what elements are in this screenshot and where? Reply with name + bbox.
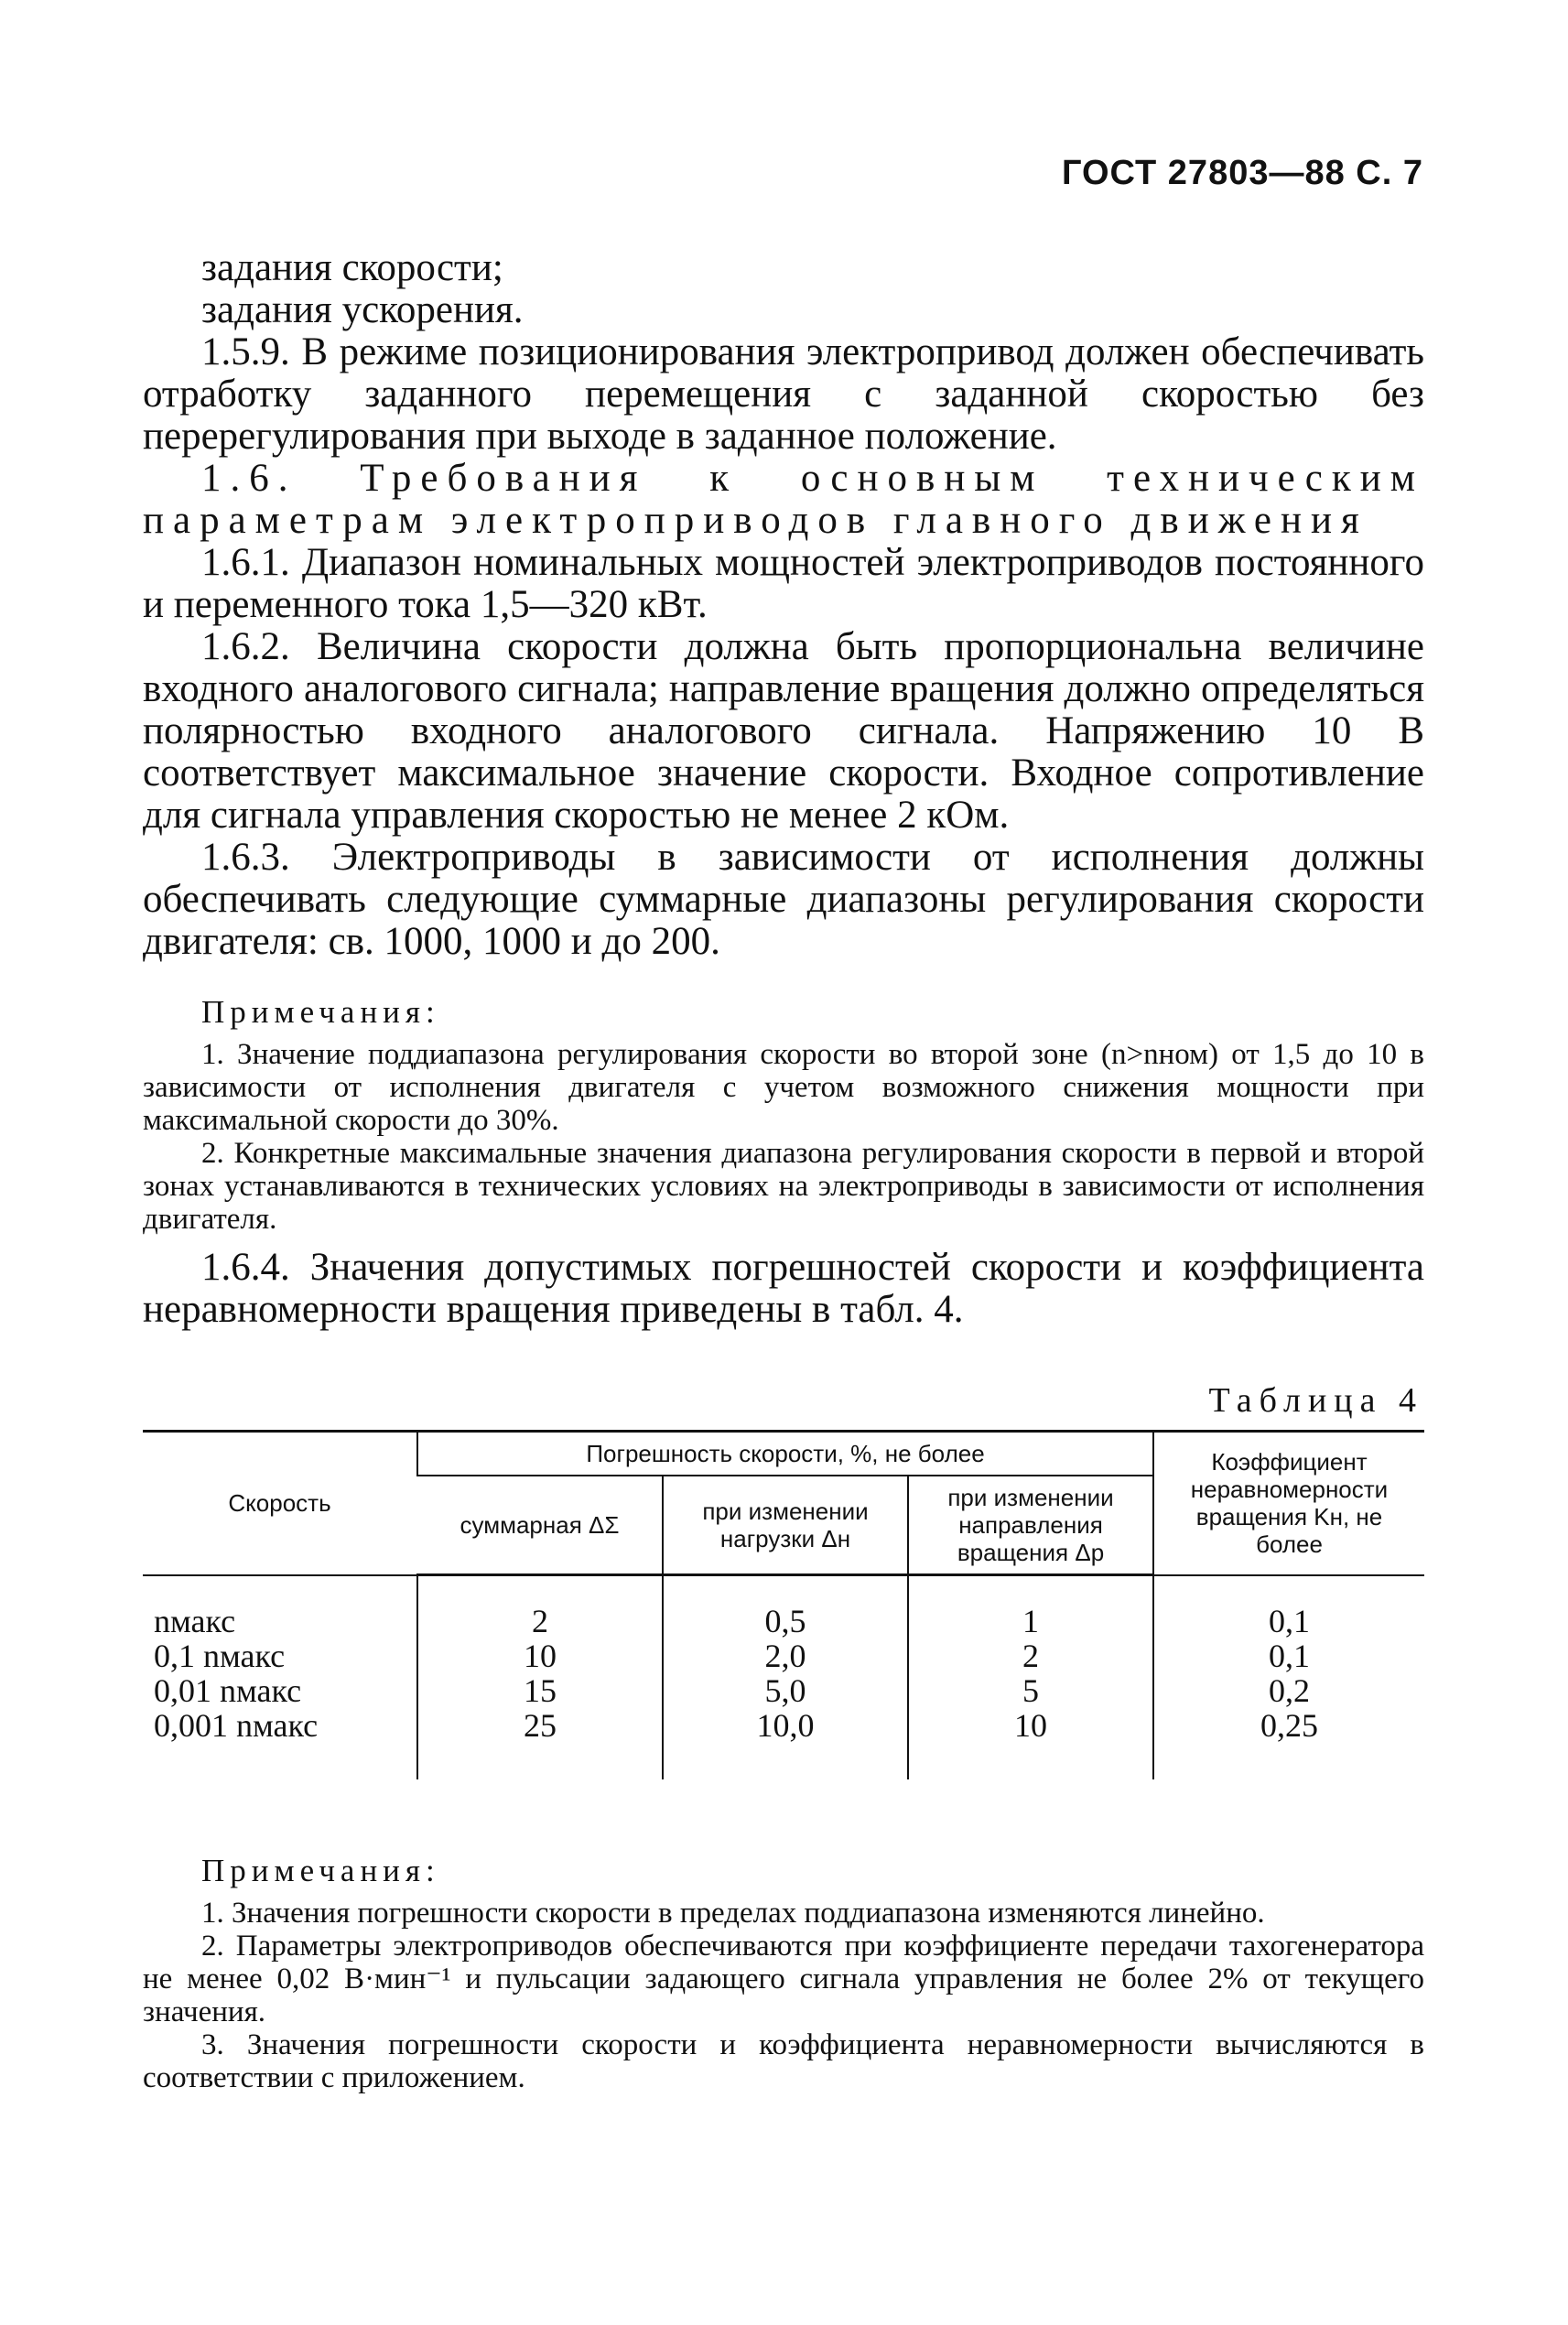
cell-sum: 2	[417, 1575, 663, 1639]
paragraph-1-6-4: 1.6.4. Значения допустимых погрешностей скорости и коэффициента неравномерности вращения приведены в табл. 4.	[143, 1246, 1424, 1331]
cell-dir: 5	[908, 1673, 1153, 1708]
col-header-error: Погрешность скорости, %, не более	[417, 1432, 1153, 1476]
notes-block-2	[143, 1855, 1424, 2094]
cell-speed: 0,001 nмакс	[154, 1707, 319, 1744]
list-line: задания скорости;	[201, 246, 503, 289]
paragraph-1-6-1: 1.6.1. Диапазон номинальных мощностей электроприводов постоянного и переменного тока 1,5—320 кВт.	[143, 541, 1424, 626]
cell-dir: 1	[908, 1575, 1153, 1639]
cell-sum: 15	[417, 1673, 663, 1708]
cell-sum: 25	[417, 1708, 663, 1779]
col-header-coef: Коэффициент неравномерности вращения Kн, не более	[1153, 1432, 1424, 1575]
table-caption: Таблица 4	[1208, 1381, 1423, 1420]
col-header-direction: при изменении направления вращения Δр	[908, 1476, 1153, 1575]
table-row	[143, 1638, 1424, 1673]
cell-speed: 0,01 nмакс	[154, 1672, 302, 1709]
col-header-speed: Скорость	[143, 1432, 417, 1575]
list-line: задания ускорения.	[201, 288, 524, 331]
col-header-load: при изменении нагрузки Δн	[663, 1476, 908, 1575]
table-row	[143, 1575, 1424, 1639]
paragraph-block	[143, 1247, 1424, 1331]
cell-speed: nмакс	[154, 1602, 236, 1639]
paragraph-1-6-2: 1.6.2. Величина скорости должна быть пропорциональна величине входного аналогового сигнала; направление вращения должно определяться полярностью входного аналогового сигнала. Напряжению 10 В соответствует максимальное значение скорости. Входное сопротивление для сигнала управления скоростью не менее 2 кОм.	[143, 625, 1424, 837]
note-item: 1. Значение поддиапазона регулирования скорости во второй зоне (n>nном) от 1,5 до 10 в зависимости от исполнения двигателя с учетом возможного снижения мощности при максимальной скорости до 30%.	[143, 1038, 1424, 1137]
cell-load: 0,5	[663, 1575, 908, 1639]
cell-load: 2,0	[663, 1638, 908, 1673]
paragraph-1-6-3: 1.6.3. Электроприводы в зависимости от исполнения должны обеспечивать следующие суммарные диапазоны регулирования скорости двигателя: св. 1000, 1000 и до 200.	[143, 836, 1424, 963]
note-item: 3. Значения погрешности скорости и коэффициента неравномерности вычисляются в соответствии с приложением.	[143, 2028, 1424, 2094]
cell-dir: 10	[908, 1708, 1153, 1779]
notes-title: Примечания:	[201, 994, 440, 1030]
table-row	[143, 1708, 1424, 1779]
cell-sum: 10	[417, 1638, 663, 1673]
paragraph-1-5-9: 1.5.9. В режиме позиционирования электропривод должен обеспечивать отработку заданного перемещения с заданной скоростью без перерегулирования при выходе в заданное положение.	[143, 330, 1424, 458]
page-header: ГОСТ 27803—88 С. 7	[1061, 154, 1423, 192]
table-row	[143, 1673, 1424, 1708]
main-text	[143, 247, 1424, 963]
cell-coef: 0,1	[1153, 1575, 1424, 1639]
table-4	[143, 1430, 1424, 1779]
col-header-sum: суммарная ΔΣ	[417, 1476, 663, 1575]
notes-title: Примечания:	[201, 1853, 440, 1888]
cell-coef: 0,1	[1153, 1638, 1424, 1673]
note-item: 2. Параметры электроприводов обеспечиваются при коэффициенте передачи тахогенератора не менее 0,02 В·мин⁻¹ и пульсации задающего сигнала управления не более 2% от текущего значения.	[143, 1930, 1424, 2028]
cell-speed: 0,1 nмакс	[154, 1638, 286, 1674]
cell-coef: 0,2	[1153, 1673, 1424, 1708]
section-heading-1-6: 1.6. Требования к основным техническим параметрам электроприводов главного движения	[143, 457, 1424, 542]
note-item: 1. Значения погрешности скорости в пределах поддиапазона изменяются линейно.	[201, 1897, 1265, 1930]
cell-dir: 2	[908, 1638, 1153, 1673]
notes-block-1	[143, 996, 1424, 1236]
note-item: 2. Конкретные максимальные значения диапазона регулирования скорости в первой и второй зонах устанавливаются в технических условиях на электроприводы в зависимости от исполнения двигателя.	[143, 1137, 1424, 1236]
cell-load: 10,0	[663, 1708, 908, 1779]
cell-coef: 0,25	[1153, 1708, 1424, 1779]
cell-load: 5,0	[663, 1673, 908, 1708]
